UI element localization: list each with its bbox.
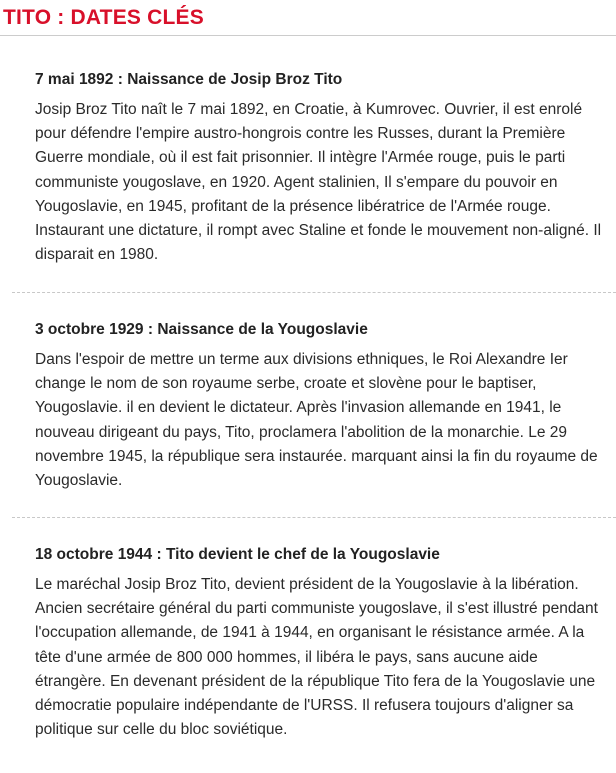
entry-text: Le maréchal Josip Broz Tito, devient président de la Yougoslavie à la libération. Ancien secrétaire général du parti communiste yougoslave, il s'est illustré pendant l'occupation allemande, de 1941 à 1944, en organisant le résistance armée. A la tête d'une armée de 800 000 hommes, il libéra le pays, sans aucune aide étrangère. En devenant président de la république Tito fera de la Yougoslavie une démocratie populaire indépendante de l'URSS. Il refusera toujours d'aligner sa politique sur celle du bloc soviétique. xyxy=(35,576,598,739)
dashed-separator xyxy=(12,517,616,518)
timeline-entry-1944 xyxy=(12,543,616,742)
timeline-entry-1929 xyxy=(12,318,616,493)
timeline-entry-1892 xyxy=(12,68,616,267)
entry-text: Dans l'espoir de mettre un terme aux divisions ethniques, le Roi Alexandre Ier change le nom de son royaume serbe, croate et slovène pour le baptiser, Yougoslavie. il en devient le dictateur. Après l'invasion allemande en 1941, le nouveau dirigeant du pays, Tito, proclamera l'abolition de la monarchie. Le 29 novembre 1945, la république sera instaurée. marquant ainsi la fin du royaume de Yougoslavie. xyxy=(35,351,598,490)
dashed-separator xyxy=(12,292,616,293)
entry-title: 7 mai 1892 : Naissance de Josip Broz Tito xyxy=(35,71,343,88)
entry-title: 3 octobre 1929 : Naissance de la Yougoslavie xyxy=(35,321,368,338)
entry-title: 18 octobre 1944 : Tito devient le chef de la Yougoslavie xyxy=(35,546,440,563)
entry-text: Josip Broz Tito naît le 7 mai 1892, en Croatie, à Kumrovec. Ouvrier, il est enrolé pour défendre l'empire austro-hongrois contre les Russes, durant la Première Guerre mondiale, où il est fait prisonnier. Il intègre l'Armée rouge, puis le parti communiste yougoslave, en 1920. Agent stalinien, Il s'empare du pouvoir en Yougoslavie, en 1945, profitant de la présence libératrice de l'Armée rouge. Instaurant une dictature, il rompt avec Staline et fonde le mouvement non-aligné. Il disparait en 1980. xyxy=(35,101,602,264)
page-title: TITO : DATES CLÉS xyxy=(3,6,204,29)
page-header xyxy=(0,0,616,36)
